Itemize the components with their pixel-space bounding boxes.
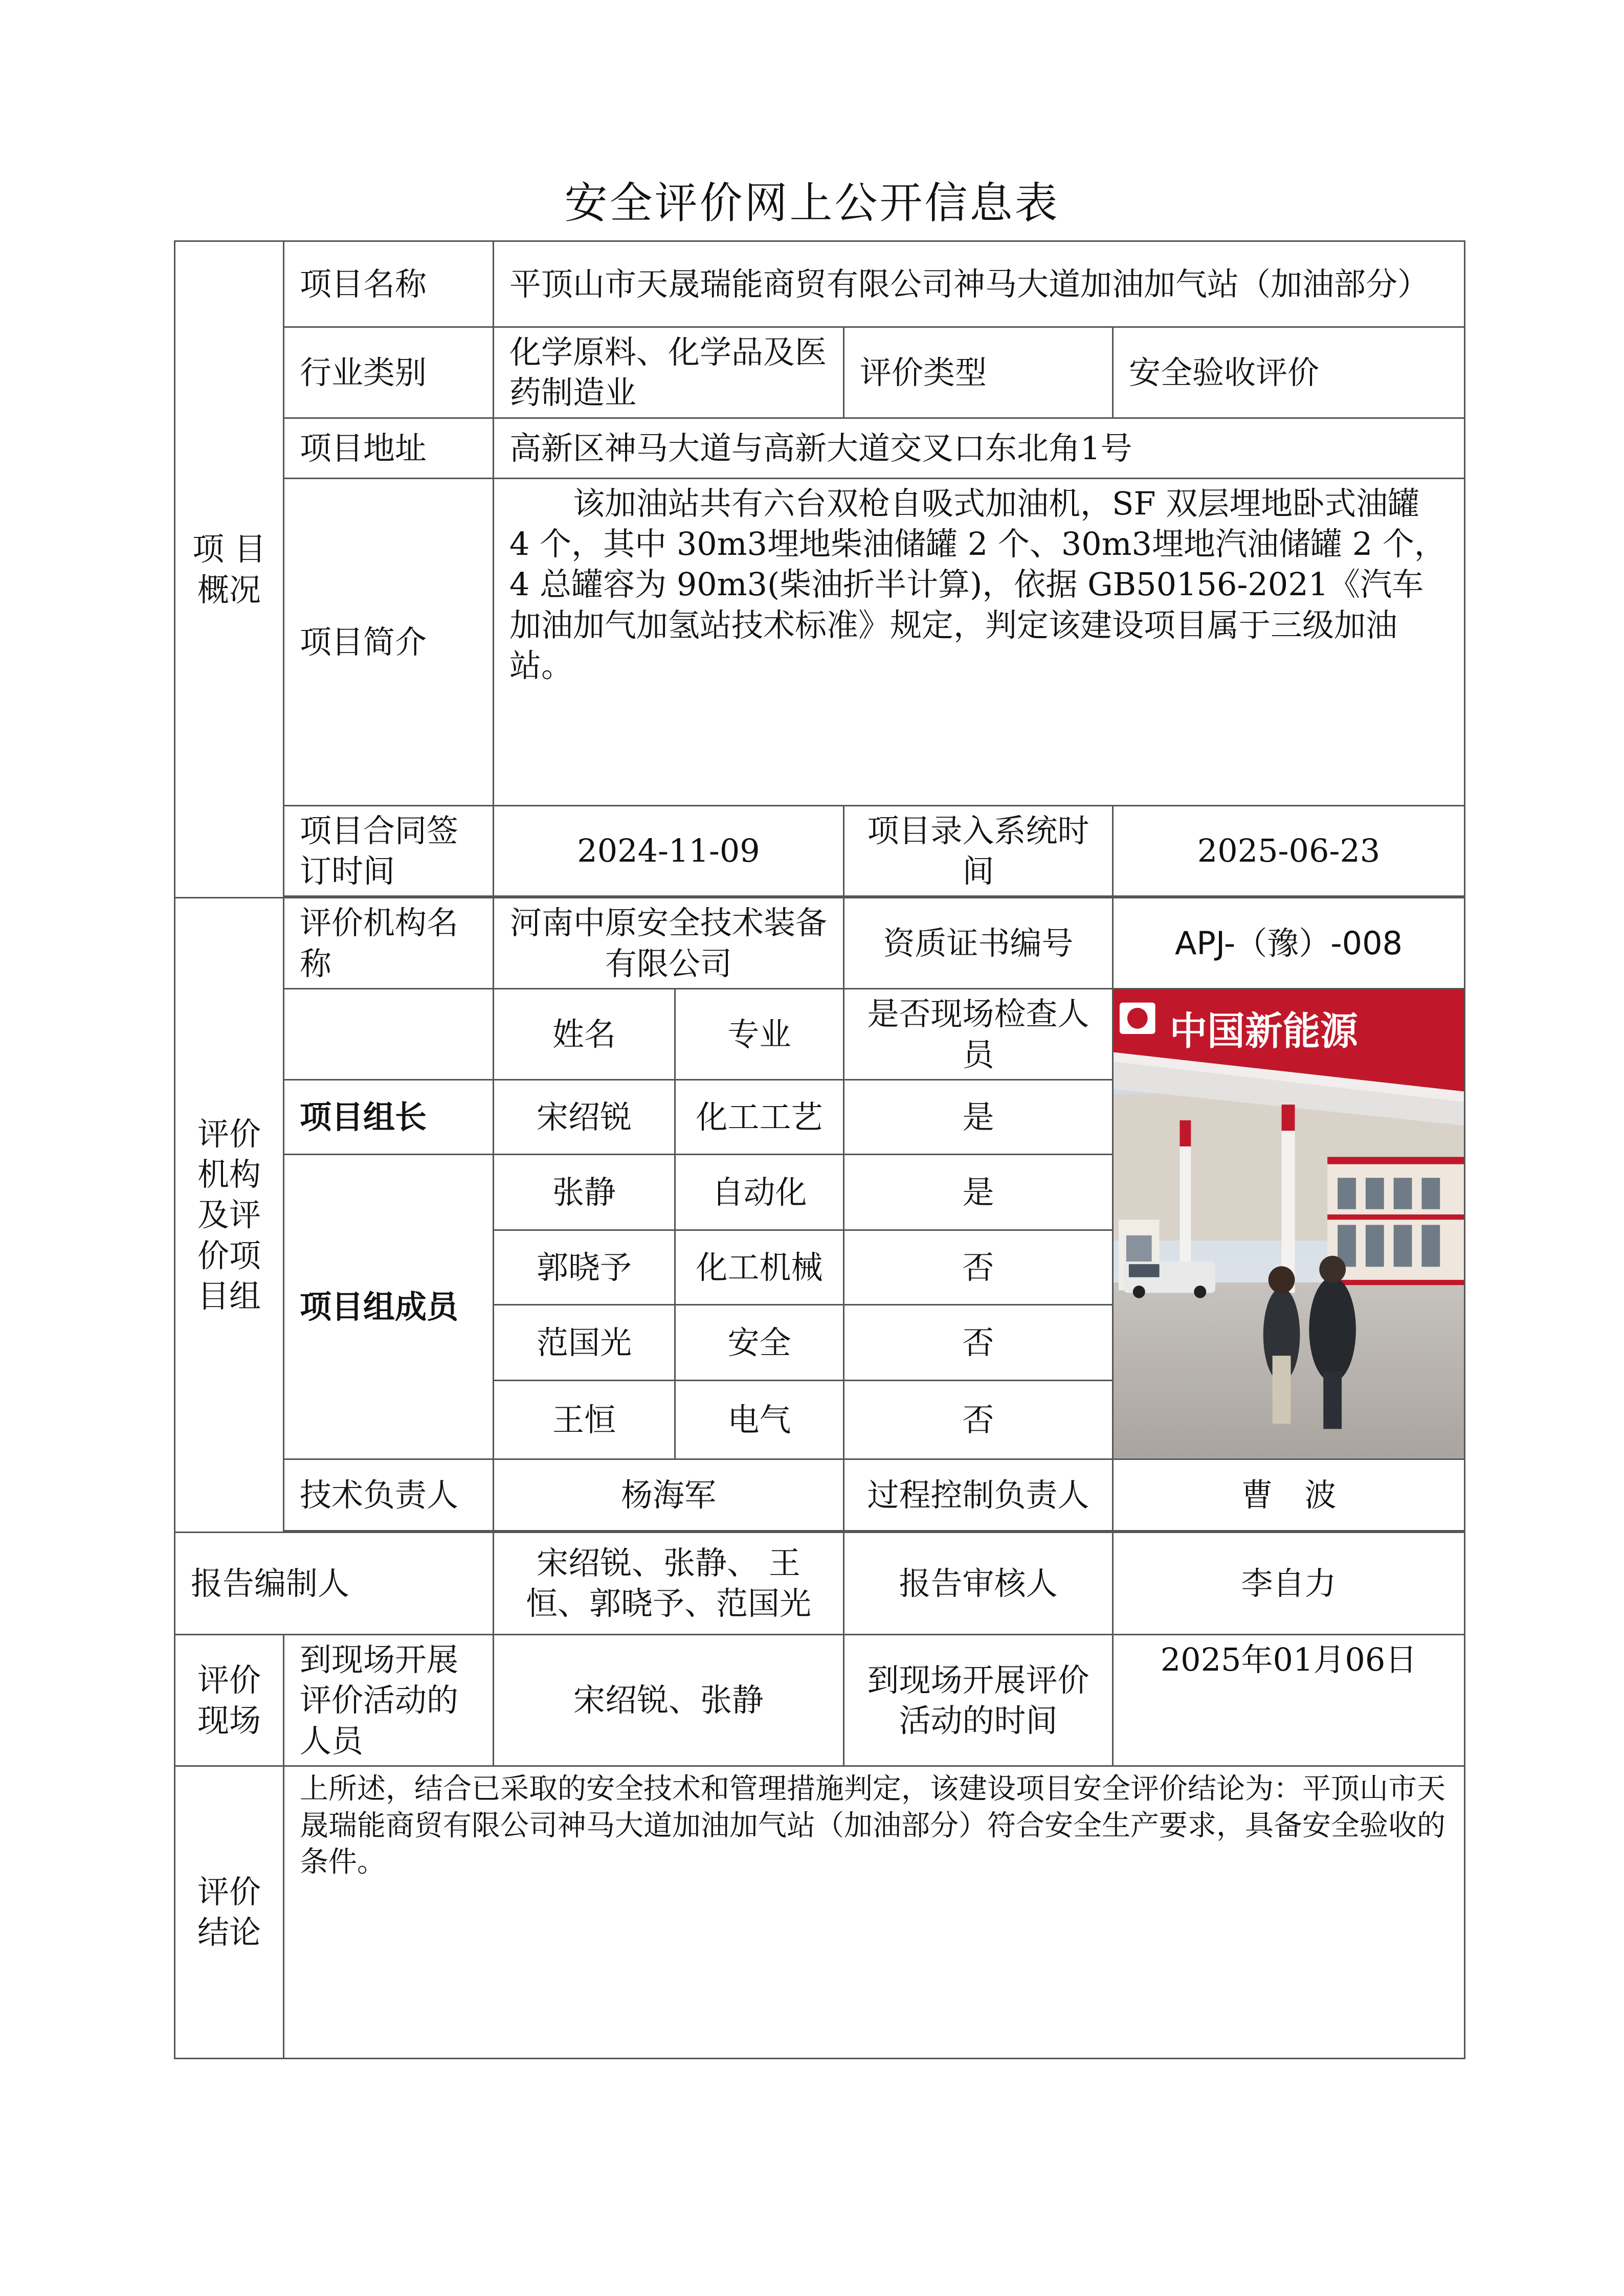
process-lead-label: 过程控制负责人	[844, 1459, 1113, 1530]
col-name-header: 姓名	[494, 989, 675, 1080]
members-label: 项目组成员	[284, 1154, 494, 1459]
site-people-value: 宋绍锐、张静	[494, 1634, 844, 1766]
tech-lead-value: 杨海军	[494, 1459, 844, 1530]
cert-no-value: APJ-（豫）-008	[1113, 898, 1465, 989]
gas-station-photo-icon	[1114, 989, 1464, 1458]
empty-header-cell	[284, 989, 494, 1080]
site-people-label: 到现场开展评价活动的人员	[284, 1634, 494, 1766]
member-major: 自动化	[675, 1154, 844, 1230]
compiler-label: 报告编制人	[175, 1532, 494, 1634]
member-name: 张静	[494, 1154, 675, 1230]
site-section-label: 评价 现场	[175, 1634, 284, 1766]
process-lead-value: 曹 波	[1113, 1459, 1465, 1530]
leader-onsite: 是	[844, 1079, 1113, 1154]
leader-major: 化工工艺	[675, 1079, 844, 1154]
member-onsite: 否	[844, 1380, 1113, 1459]
eval-type-value: 安全验收评价	[1113, 327, 1465, 418]
col-onsite-header: 是否现场检查人员	[844, 989, 1113, 1080]
info-table	[174, 240, 1465, 2059]
project-name-value: 平顶山市天晟瑞能商贸有限公司神马大道加油加气站（加油部分）	[494, 241, 1465, 327]
tech-lead-label: 技术负责人	[284, 1459, 494, 1530]
contract-date-value: 2024-11-09	[494, 805, 844, 896]
compiler-value: 宋绍锐、张静、 王恒、郭晓予、范国光	[494, 1532, 844, 1634]
intro-text: 该加油站共有六台双枪自吸式加油机，SF 双层埋地卧式油罐 4 个，其中 30m3埋地柴油储罐 2 个、30m3埋地汽油储罐 2 个，4 总罐容为 90m3(柴油折半计算)，依据 GB50156-2021《汽车加油加气加氢站技术标准》规定，判定该建设项目属于三级加油站。	[494, 478, 1465, 805]
address-value: 高新区神马大道与高新大道交叉口东北角1号	[494, 418, 1465, 478]
member-major: 电气	[675, 1380, 844, 1459]
entry-time-label: 项目录入系统时间	[844, 805, 1113, 896]
member-onsite: 否	[844, 1230, 1113, 1304]
member-major: 安全	[675, 1304, 844, 1380]
project-name-label: 项目名称	[284, 241, 494, 327]
address-label: 项目地址	[284, 418, 494, 478]
conclusion-section-label: 评价 结论	[175, 1766, 284, 2058]
site-time-label: 到现场开展评价活动的时间	[844, 1634, 1113, 1766]
member-major: 化工机械	[675, 1230, 844, 1304]
intro-label: 项目简介	[284, 478, 494, 805]
agency-name-label: 评价机构名称	[284, 898, 494, 989]
member-onsite: 否	[844, 1304, 1113, 1380]
photo-sign-text: 中国新能源	[1169, 1008, 1358, 1054]
overview-section-label: 项 目 概况	[175, 241, 284, 898]
reviewer-value: 李自力	[1113, 1532, 1465, 1634]
reviewer-label: 报告审核人	[844, 1532, 1113, 1634]
member-name: 王恒	[494, 1380, 675, 1459]
agency-name-value: 河南中原安全技术装备有限公司	[494, 898, 844, 989]
leader-label: 项目组长	[284, 1079, 494, 1154]
member-onsite: 是	[844, 1154, 1113, 1230]
page-title: 安全评价网上公开信息表	[564, 178, 1060, 228]
member-name: 郭晓予	[494, 1230, 675, 1304]
industry-value: 化学原料、化学品及医药制造业	[494, 327, 844, 418]
site-time-value: 2025年01月06日	[1113, 1634, 1465, 1766]
col-major-header: 专业	[675, 989, 844, 1080]
leader-name: 宋绍锐	[494, 1079, 675, 1154]
agency-section-label: 评价 机构 及评 价项 目组	[175, 898, 284, 1532]
site-photo	[1113, 989, 1465, 1459]
eval-type-label: 评价类型	[844, 327, 1113, 418]
entry-time-value: 2025-06-23	[1113, 805, 1465, 896]
industry-label: 行业类别	[284, 327, 494, 418]
member-name: 范国光	[494, 1304, 675, 1380]
cert-no-label: 资质证书编号	[844, 898, 1113, 989]
contract-date-label: 项目合同签订时间	[284, 805, 494, 896]
conclusion-text: 上所述，结合已采取的安全技术和管理措施判定，该建设项目安全评价结论为：平顶山市天晟瑞能商贸有限公司神马大道加油加气站（加油部分）符合安全生产要求，具备安全验收的条件。	[284, 1766, 1465, 2058]
